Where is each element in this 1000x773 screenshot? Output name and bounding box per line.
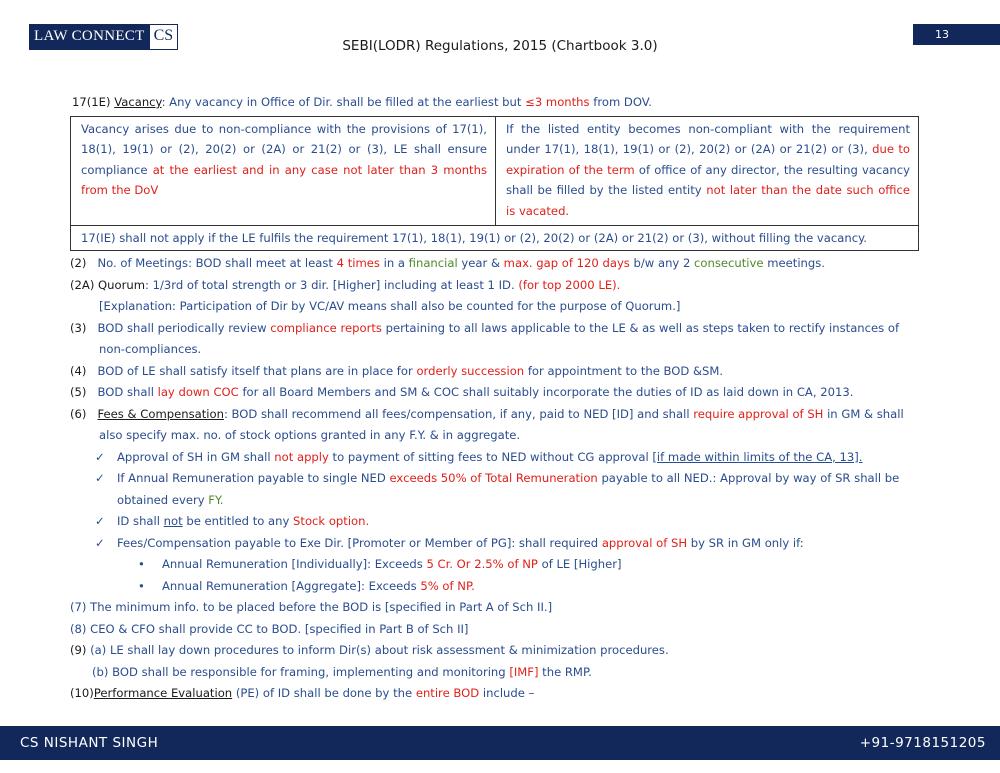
para-6-label: Fees & Compensation [97, 406, 224, 421]
para-4 [70, 361, 920, 383]
para-2-e: year & [457, 256, 504, 270]
para-3-continued: non-compliances. [99, 342, 202, 356]
para-3-a: BOD shall periodically review [97, 320, 271, 335]
para-6-b: require approval of SH [693, 406, 824, 421]
para-4-number: (4) [70, 363, 87, 378]
para-4-b: orderly succession [416, 363, 525, 378]
left-cell-red: at the earliest and in any case not later than 3 months from the DoV [81, 162, 487, 197]
para-10-a: (PE) of ID shall be done by the [232, 686, 416, 700]
para-6-bullet-4 [70, 533, 920, 555]
check-icon: ✓ [95, 449, 105, 464]
bullet-2-b: exceeds 50% of Total Remuneration [389, 471, 598, 485]
vacancy-table-footer: 17(IE) shall not apply if the LE fulfils the requirement 17(1), 18(1), 19(1) or (2), 20(2) or (2A) or 21(2) or (3), without filling the vacancy. [71, 225, 918, 250]
vacancy-table-left-cell [71, 117, 496, 226]
bullet-2-a: If Annual Remuneration payable to single NED [117, 471, 390, 485]
para-6-bullet-2-continued [70, 490, 920, 512]
bullet-1-b: not apply [274, 449, 329, 464]
para-6-sub-bullet-1 [70, 554, 920, 576]
bullet-3-b: not [163, 514, 183, 528]
right-cell-red-2: not later than the date such office is vacated. [506, 183, 910, 218]
para-3-c: pertaining to all laws applicable to the LE & as well as steps taken to rectify instances of [381, 320, 900, 335]
sub-1-a: Annual Remuneration [Individually]: Exceeds [162, 557, 427, 571]
logo-text: LAW CONNECT [30, 25, 150, 49]
para-9-b1: (b) BOD shall be responsible for framing, implementing and monitoring [92, 664, 510, 679]
para-6-bullet-2 [70, 468, 920, 490]
para-2-c: in a [379, 256, 409, 270]
vacancy-table-right-cell [496, 117, 918, 226]
para-5-a: BOD shall [97, 385, 158, 399]
check-icon: ✓ [95, 514, 105, 528]
bullet-icon: • [138, 557, 145, 571]
para-5 [70, 382, 920, 404]
bullet-1-a: Approval of SH in GM shall [117, 449, 275, 464]
sub-1-b: 5 Cr. Or 2.5% of NP [426, 557, 538, 571]
para-2-number: (2) [70, 256, 87, 270]
para-6 [70, 404, 920, 426]
contact-phone: +91-9718151205 [859, 735, 986, 751]
para-2a-label: Quorum [94, 277, 146, 292]
sub-2-b: 5% of NP. [420, 578, 475, 593]
para-6-bullet-3 [70, 511, 920, 533]
para-10-c: include – [479, 686, 535, 700]
para-7: (7) The minimum info. to be placed before the BOD is [specified in Part A of Sch II.] [70, 600, 553, 614]
right-cell-text-1: If the listed entity becomes non-compliant with the requirement under 17(1), 18(1), 19(1) or (2), 20(2) or (2A) or 21(2) or (3), [506, 121, 910, 156]
para-2-a: No. of Meetings: BOD shall meet at least [97, 256, 337, 270]
vacancy-text-b: from DOV. [589, 95, 652, 109]
vacancy-line [70, 92, 920, 114]
para-10-label: Performance Evaluation [93, 686, 233, 700]
para-9-b2: [IMF] [509, 664, 539, 679]
para-2-i: meetings. [763, 256, 825, 270]
para-2a [70, 275, 920, 297]
bullet-4-c: by SR in GM only if: [687, 535, 804, 550]
para-8: (8) CEO & CFO shall provide CC to BOD. [specified in Part B of Sch II] [70, 621, 469, 636]
vacancy-ref: 17(1E) [72, 95, 111, 109]
vacancy-table [70, 116, 919, 252]
para-2 [70, 253, 920, 275]
para-5-b: lay down COC [157, 385, 239, 399]
page-number: 13 [913, 24, 1000, 45]
right-cell-text-2: of office of any director, the resulting vacancy shall be filled by the listed entity [506, 162, 910, 197]
para-2a-number: (2A) [70, 277, 95, 292]
vacancy-table-row [71, 117, 918, 226]
bullet-icon: • [138, 578, 145, 593]
para-2-h: consecutive [694, 256, 764, 270]
bullet-1-d: [if made within limits of the CA, 13]. [652, 449, 863, 464]
para-6-number: (6) [70, 406, 87, 421]
para-9-a: (a) LE shall lay down procedures to inform Dir(s) about risk assessment & minimization procedures. [86, 643, 669, 657]
para-10-b: entire BOD [415, 686, 480, 700]
para-6-c: in GM & shall [823, 406, 904, 421]
para-2a-explanation: [Explanation: Participation of Dir by VC/AV means shall also be counted for the purpose of Quorum.] [99, 299, 681, 313]
para-4-c: for appointment to the BOD &SM. [524, 363, 724, 378]
para-5-c: for all Board Members and SM & COC shall suitably incorporate the duties of ID as laid down in CA, 2013. [238, 385, 854, 399]
para-10-number: (10) [70, 686, 94, 700]
para-2-f: max. gap of 120 days [503, 256, 630, 270]
para-6-bullet-1 [70, 447, 920, 469]
bullet-4-b: approval of SH [601, 535, 688, 550]
vacancy-limit: ≤3 months [525, 95, 590, 109]
para-6-sub-bullet-2 [70, 576, 920, 598]
para-9-b [70, 662, 920, 684]
bullet-3-a: ID shall [117, 514, 164, 528]
para-2-d: financial [408, 256, 458, 270]
para-2a-b: (for top 2000 LE). [518, 277, 621, 292]
vacancy-text-a: : Any vacancy in Office of Dir. shall be filled at the earliest but [161, 95, 526, 109]
document-title: SEBI(LODR) Regulations, 2015 (Chartbook 3.0) [342, 38, 658, 54]
left-cell-text: Vacancy arises due to non-compliance with the provisions of 17(1), 18(1), 19(1) or (2), 20(2) or (2A) or 21(2) or (3), LE shall ensure compliance [81, 121, 487, 177]
para-2-g: b/w any 2 [629, 256, 695, 270]
para-9 [70, 640, 920, 662]
bullet-1-c: to payment of sitting fees to NED without CG approval [328, 449, 653, 464]
bullet-2-e: FY. [208, 492, 224, 507]
para-5-number: (5) [70, 385, 87, 399]
bullet-2-c: payable to all NED.: Approval by way of SR shall be [597, 471, 900, 485]
para-4-a: BOD of LE shall satisfy itself that plans are in place for [97, 363, 417, 378]
bullet-4-a: Fees/Compensation payable to Exe Dir. [Promoter or Member of PG]: shall required [117, 535, 602, 550]
author-name: CS NISHANT SINGH [20, 735, 159, 751]
logo-cs: CS [150, 25, 178, 49]
bullet-2-d: obtained every [117, 492, 209, 507]
bullet-3-d: Stock option. [293, 514, 370, 528]
check-icon: ✓ [95, 535, 105, 550]
para-9-number: (9) [70, 643, 87, 657]
sub-2-a: Annual Remuneration [Aggregate]: Exceeds [162, 578, 421, 593]
para-10 [70, 683, 920, 705]
check-icon: ✓ [95, 471, 105, 485]
para-9-b3: the RMP. [538, 664, 592, 679]
para-2a-a: : 1/3rd of total strength or 3 dir. [Higher] including at least 1 ID. [145, 277, 519, 292]
sub-1-c: of LE [Higher] [537, 557, 622, 571]
para-6-a: : BOD shall recommend all fees/compensation, if any, paid to NED [ID] and shall [223, 406, 694, 421]
para-2-b: 4 times [336, 256, 380, 270]
page-content [70, 92, 920, 705]
right-cell-red-1: due to expiration of the term [506, 142, 910, 177]
para-3-number: (3) [70, 320, 87, 335]
vacancy-heading: Vacancy [114, 95, 162, 109]
para-3-b: compliance reports [270, 320, 382, 335]
para-3 [70, 318, 920, 340]
bullet-3-c: be entitled to any [182, 514, 294, 528]
para-6-continued: also specify max. no. of stock options granted in any F.Y. & in aggregate. [99, 428, 521, 442]
footer-bar [0, 726, 1000, 760]
